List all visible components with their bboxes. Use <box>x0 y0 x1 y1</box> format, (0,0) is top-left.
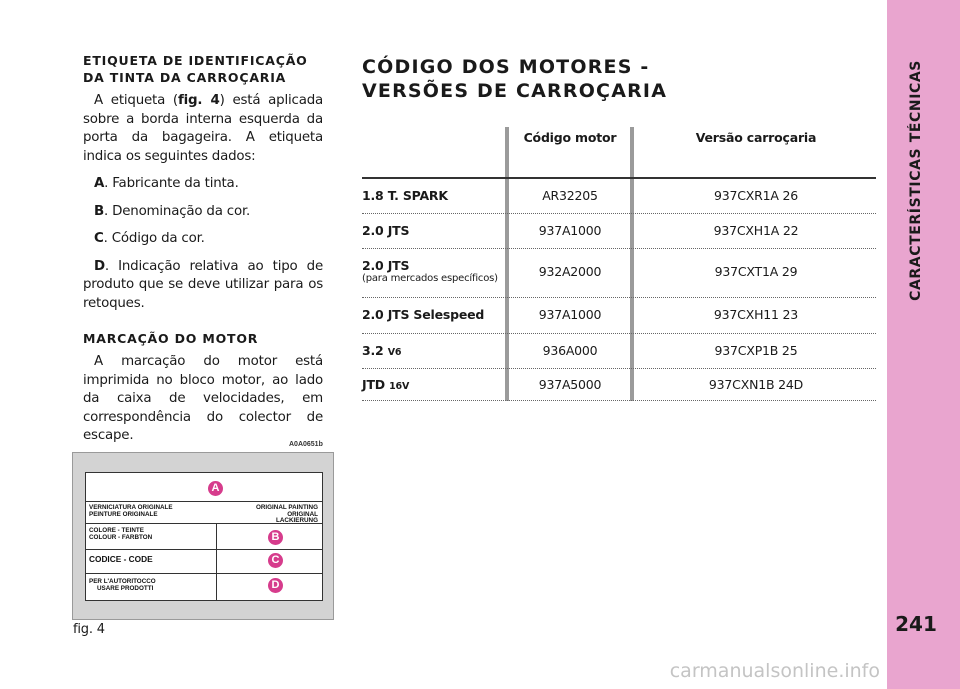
heading-line-1: ETIQUETA DE IDENTIFICAÇÃO <box>83 53 308 68</box>
badge-c: C <box>268 553 283 568</box>
label-colour <box>89 528 152 541</box>
body-version: 937CXN1B 24D <box>708 377 804 392</box>
body-version: 937CXR1A 26 <box>713 188 799 203</box>
engine-marking-paragraph: A marcação do motor está imprimida no bloco motor, ao lado da caixa de velocidades, em correspondência do colector de escape. <box>83 354 323 443</box>
label-line: PEINTURE ORIGINALE <box>89 510 158 518</box>
left-column <box>83 52 323 446</box>
section-tab <box>886 60 946 300</box>
item-letter: A <box>94 176 105 191</box>
engine-code: 936A000 <box>542 343 598 358</box>
paint-label-figure <box>72 452 334 620</box>
item-text: . Denominação da cor. <box>104 203 251 219</box>
engine-name-suffix: 16V <box>389 381 410 392</box>
figure-reference: fig. 4 <box>177 93 220 108</box>
body-version: 937CXT1A 29 <box>714 264 798 279</box>
label-line: ORIGINAL LACKIERUNG <box>276 510 318 524</box>
engine-name: 2.0 JTS <box>362 258 410 273</box>
heading-line-2: DA TINTA DA CARROÇARIA <box>83 70 287 85</box>
engine-name: 1.8 T. SPARK <box>362 188 448 203</box>
engine-code: 932A2000 <box>538 264 602 279</box>
label-original-paint-left <box>89 505 173 518</box>
paint-intro-paragraph <box>83 92 323 166</box>
engine-code: 937A1000 <box>538 223 602 238</box>
badge-a: A <box>208 481 223 496</box>
engine-note: (para mercados específicos) <box>362 273 498 284</box>
page-number: 241 <box>895 612 937 636</box>
badge-b: B <box>268 530 283 545</box>
engine-code: 937A5000 <box>538 377 602 392</box>
label-line: ORIGINAL PAINTING <box>255 504 318 511</box>
column-separator <box>630 127 634 401</box>
section-heading-paint <box>83 52 323 86</box>
item-text: . Indicação relativa ao tipo de produto que se deve utilizar para os retoques. <box>83 258 323 311</box>
row-divider <box>362 368 876 369</box>
table-header-rule <box>362 177 876 179</box>
engine-name-main: 3.2 <box>362 343 384 358</box>
label-line: USARE PRODOTTI <box>97 584 154 592</box>
section-heading-engine: MARCAÇÃO DO MOTOR <box>83 331 259 346</box>
label-code: CODICE - CODE <box>89 554 153 564</box>
intro-text-post: ) está aplicada sobre a borda interna esquerda da porta da bagageira. A etiqueta indica os seguintes dados: <box>83 93 323 164</box>
title-line-1: CÓDIGO DOS MOTORES - <box>362 56 650 78</box>
engine-code: AR32205 <box>542 188 598 203</box>
item-letter: D <box>94 258 105 274</box>
list-item-a <box>94 175 323 194</box>
item-text: . Código da cor. <box>103 231 205 246</box>
figure-code: A0A0651b <box>289 441 323 448</box>
item-letter: B <box>94 203 105 219</box>
row-divider <box>362 213 876 214</box>
body-version: 937CXH11 23 <box>713 307 799 322</box>
item-letter: C <box>94 231 104 246</box>
label-line: COLORE - TEINTE <box>89 527 144 534</box>
label-line: VERNICIATURA ORIGINALE <box>89 504 173 511</box>
row-divider <box>362 333 876 334</box>
column-separator <box>505 127 509 401</box>
label-line: PER L'AUTORITOCCO <box>89 578 156 585</box>
intro-text-pre: A etiqueta ( <box>94 93 178 108</box>
engine-name-suffix: V6 <box>387 347 402 358</box>
engine-code: 937A1000 <box>538 307 602 322</box>
engine-name <box>362 343 401 358</box>
column-header-code: Código motor <box>523 130 617 145</box>
row-divider <box>362 248 876 249</box>
list-item-c <box>94 230 323 249</box>
column-header-version: Versão carroçaria <box>695 130 817 145</box>
item-text: . Fabricante da tinta. <box>104 176 239 191</box>
engine-name: 2.0 JTS <box>362 223 410 238</box>
row-divider <box>362 400 876 401</box>
badge-d: D <box>268 578 283 593</box>
section-tab-label: CARACTERÍSTICAS TÉCNICAS <box>908 59 924 301</box>
watermark-text: carmanualsonline.info <box>669 660 880 682</box>
engine-name-main: JTD <box>362 377 385 392</box>
list-item-d <box>83 258 323 314</box>
body-version: 937CXP1B 25 <box>714 343 798 358</box>
engine-name <box>362 377 409 392</box>
figure-caption: fig. 4 <box>73 622 105 637</box>
list-item-b <box>94 203 323 222</box>
label-line: COLOUR - FARBTON <box>89 533 153 541</box>
body-version: 937CXH1A 22 <box>713 223 799 238</box>
title-line-2: VERSÕES DE CARROÇARIA <box>362 80 668 102</box>
row-divider <box>362 297 876 298</box>
label-original-paint-right <box>244 505 318 525</box>
paint-label <box>85 472 323 601</box>
page-title <box>362 55 667 103</box>
label-touchup <box>89 579 156 592</box>
engine-name: 2.0 JTS Selespeed <box>362 307 485 322</box>
